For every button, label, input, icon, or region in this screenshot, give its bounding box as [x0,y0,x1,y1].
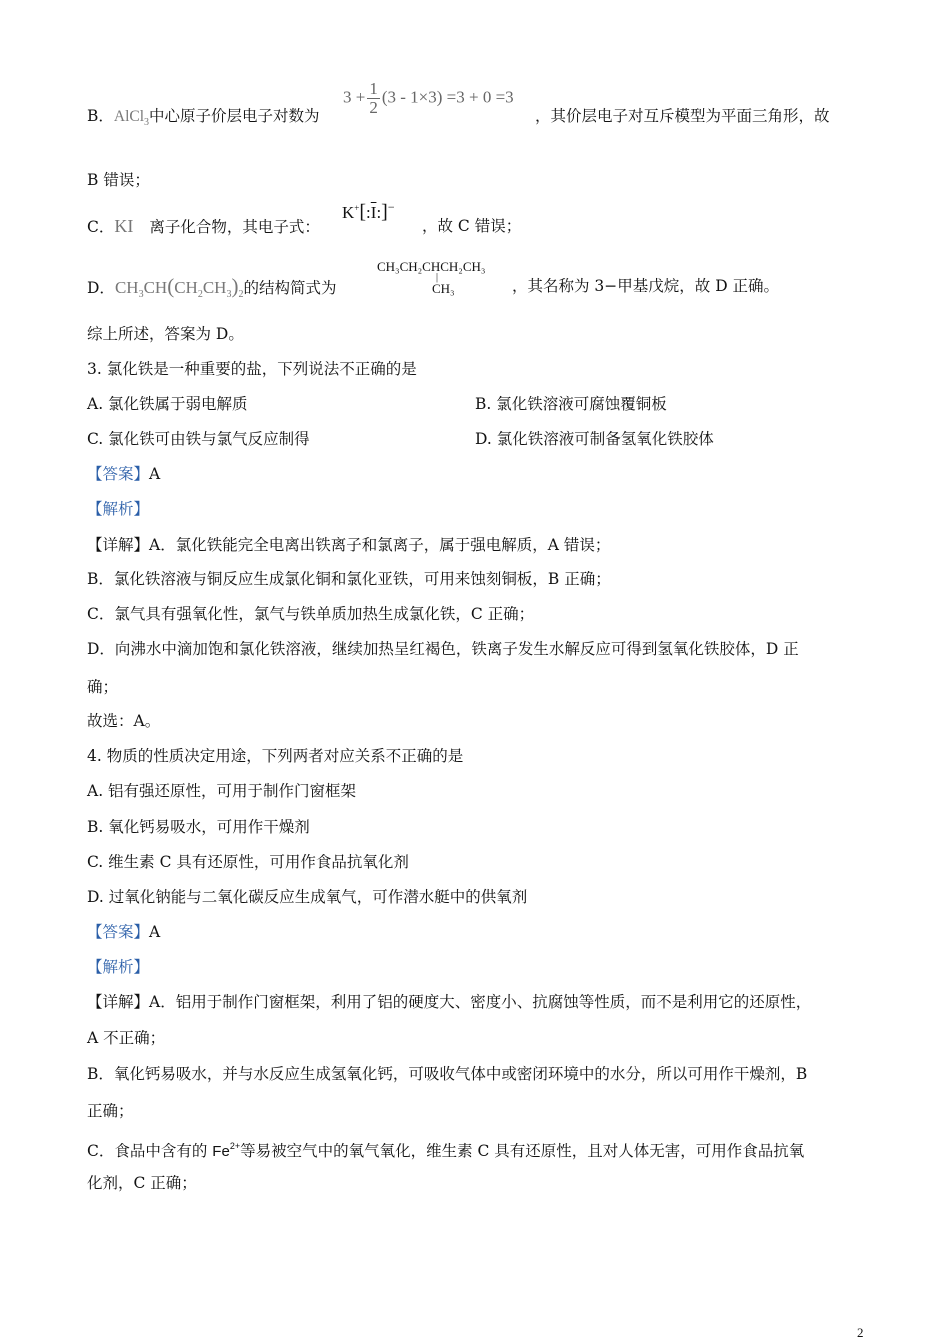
option-c-text-cont: ，故 C 错误； [422,217,522,235]
q3-option-c: C. 氯化铁可由铁与氯气反应制得 [87,430,310,448]
q4-option-b: B. 氧化钙易吸水，可用作干燥剂 [87,818,310,836]
q3-detail-d: D．向沸水中滴加饱和氯化铁溶液，继续加热呈红褐色，铁离子发生水解反应可得到氢氧化铁胶体，D 正 [87,640,799,658]
q4-detail-b: B．氧化钙易吸水，并与水反应生成氢氧化钙，可吸收气体中或密闭环境中的水分，所以可用作干燥剂，B [87,1065,808,1083]
q3-conclusion: 故选：A。 [87,712,161,730]
q3-answer: 【答案】A [87,465,161,483]
option-b-conclusion: B 错误； [87,171,150,189]
q4-analysis-label: 【解析】 [87,958,150,976]
q4-option-c: C. 维生素 C 具有还原性，可用作食品抗氧化剂 [87,853,409,871]
q3-analysis-label: 【解析】 [87,500,150,518]
q3-option-b: B. 氯化铁溶液可腐蚀覆铜板 [475,395,667,413]
option-d-explanation: D．$CH_3CH(CH_2CH_3)_2$的结构简式为 [87,274,337,300]
formula-alcl3: AlCl$_3$ [113,108,150,128]
option-b-explanation: B．AlCl$_3$中心原子价层电子对数为 [87,107,320,128]
q4-answer: 【答案】A [87,923,161,941]
page-number: 2 [857,1325,864,1340]
q4-stem: 4. 物质的性质决定用途，下列两者对应关系不正确的是 [87,747,464,765]
q4-detail-b-cont: 正确； [87,1102,134,1120]
q4-option-d: D. 过氧化钠能与二氧化碳反应生成氧气，可作潜水艇中的供氧剂 [87,888,528,906]
formula-ki: KI [114,216,134,236]
q3-stem: 3. 氯化铁是一种重要的盐，下列说法不正确的是 [87,360,417,378]
valence-formula: 3 + $\frac{1}{2}$ (3 - 1×3) =3 + 0 =3 [343,79,514,117]
summary: 综上所述，答案为 D。 [87,325,244,343]
q3-detail-b: B．氯化铁溶液与铜反应生成氯化铜和氯化亚铁，可用来蚀刻铜板，B 正确； [87,570,611,588]
electron-formula-ki: $K^+[:\overline{I}:]^-$ [342,200,395,223]
option-b-text-cont: ，其价层电子对互斥模型为平面三角形，故 [535,107,830,125]
q4-option-a: A. 铝有强还原性，可用于制作门窗框架 [87,782,357,800]
q4-detail-c: C．食品中含有的 $Fe^{2+}$等易被空气中的氧气氧化，维生素 C 具有还原性，且对人体无害，可用作食品抗氧 [87,1141,805,1160]
q3-detail-c: C．氯气具有强氧化性，氯气与铁单质加热生成氯化铁，C 正确； [87,605,535,623]
option-d-text-cont: ，其名称为 3−甲基戊烷，故 D 正确。 [512,277,780,295]
option-c-explanation: C．KI 离子化合物，其电子式： [87,216,320,236]
formula-condensed: $CH_3CH(CH_2CH_3)_2$ [114,274,244,300]
q3-option-d: D. 氯化铁溶液可制备氢氧化铁胶体 [475,430,714,448]
q4-detail-c-cont: 化剂，C 正确； [87,1174,197,1192]
q3-option-a: A. 氯化铁属于弱电解质 [87,395,248,413]
structural-formula: CH₃CH₂CHCH₂CH₃ | CH₃ [377,259,486,296]
q3-detail-d-cont: 确； [87,678,119,696]
q4-detail-a-cont: A 不正确； [87,1029,166,1047]
q4-detail-a: 【详解】A．铝用于制作门窗框架，利用了铝的硬度大、密度小、抗腐蚀等性质，而不是利用它的还原性， [87,993,812,1011]
q3-detail-a: 【详解】A．氯化铁能完全电离出铁离子和氯离子，属于强电解质，A 错误； [87,536,611,554]
